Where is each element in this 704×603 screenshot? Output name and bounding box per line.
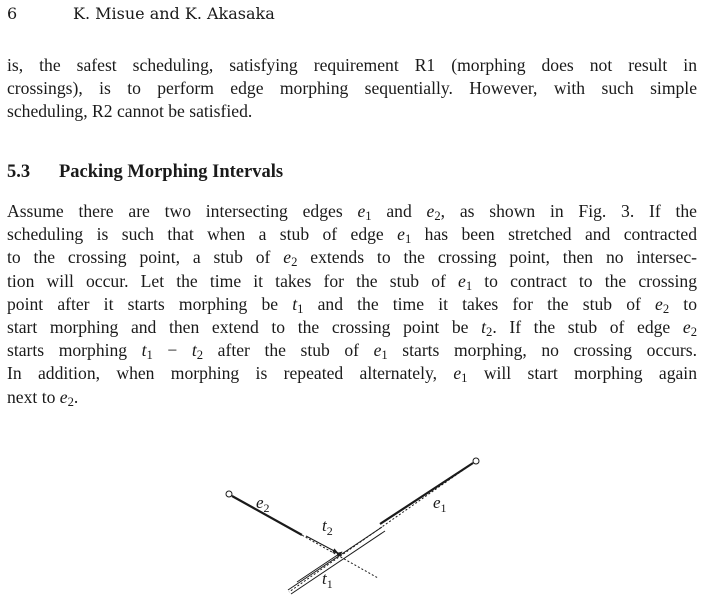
paragraph-2-line-9: next to $e_2$. [7,386,79,409]
edge-e1-endpoint [473,458,479,464]
figure-label-e1: $e_1$ [433,493,447,515]
paragraph-2 [7,200,697,409]
edge-e1-stub [380,463,473,524]
paragraph-2-line-5: point after it starts morphing be $t_1$ and the time it takes for the stub of $e_2$ to [7,293,697,316]
paragraph-1-line-3: scheduling, R2 cannot be satisfied. [7,101,253,122]
paragraph-2-line-2: scheduling is such that when a stub of edge $e_1$ has been stretched and contracted [7,224,697,247]
paragraph-1 [7,54,697,124]
figure-label-t2: $t_2$ [322,516,333,538]
section-title: Packing Morphing Intervals [59,162,284,182]
t2-arrow [306,536,338,553]
edge-e2-endpoint [226,491,232,497]
page-number: 6 [7,4,18,23]
figure-3-diagram [0,440,704,603]
running-head-authors: K. Misue and K. Akasaka [73,4,275,23]
running-head [7,3,275,25]
paragraph-1-line-2: crossings), is to perform edge morphing sequentially. However, with such simple [7,78,697,99]
paragraph-2-line-8: In addition, when morphing is repeated alternately, $e_1$ will start morphing again [7,363,697,386]
section-number: 5.3 [7,162,31,182]
t1-arrow [297,552,342,582]
edge-e1-contracted-stub-a [288,527,382,590]
paragraph-2-line-1: Assume there are two intersecting edges $e_1$ and $e_2$, as shown in Fig. 3. If the [7,201,697,224]
paragraph-2-line-7: starts morphing $t_1 - t_2$ after the stub of $e_1$ starts morphing, no crossing occurs. [7,340,697,363]
edge-e1-contracted-stub-b [291,531,385,594]
figure-label-e2: $e_2$ [256,493,270,515]
paragraph-2-line-3: to the crossing point, a stub of $e_2$ extends to the crossing point, then no intersec- [7,247,698,270]
paragraph-2-line-6: start morphing and then extend to the crossing point be $t_2$. If the stub of edge $e_2$ [7,317,698,340]
section-heading [7,160,283,184]
paragraph-1-line-1: is, the safest scheduling, satisfying requirement R1 (morphing does not result in [7,55,697,75]
figure-label-t1: $t_1$ [322,569,333,591]
paragraph-2-line-4: tion will occur. Let the time it takes for the stub of $e_1$ to contract to the crossing [7,270,697,293]
